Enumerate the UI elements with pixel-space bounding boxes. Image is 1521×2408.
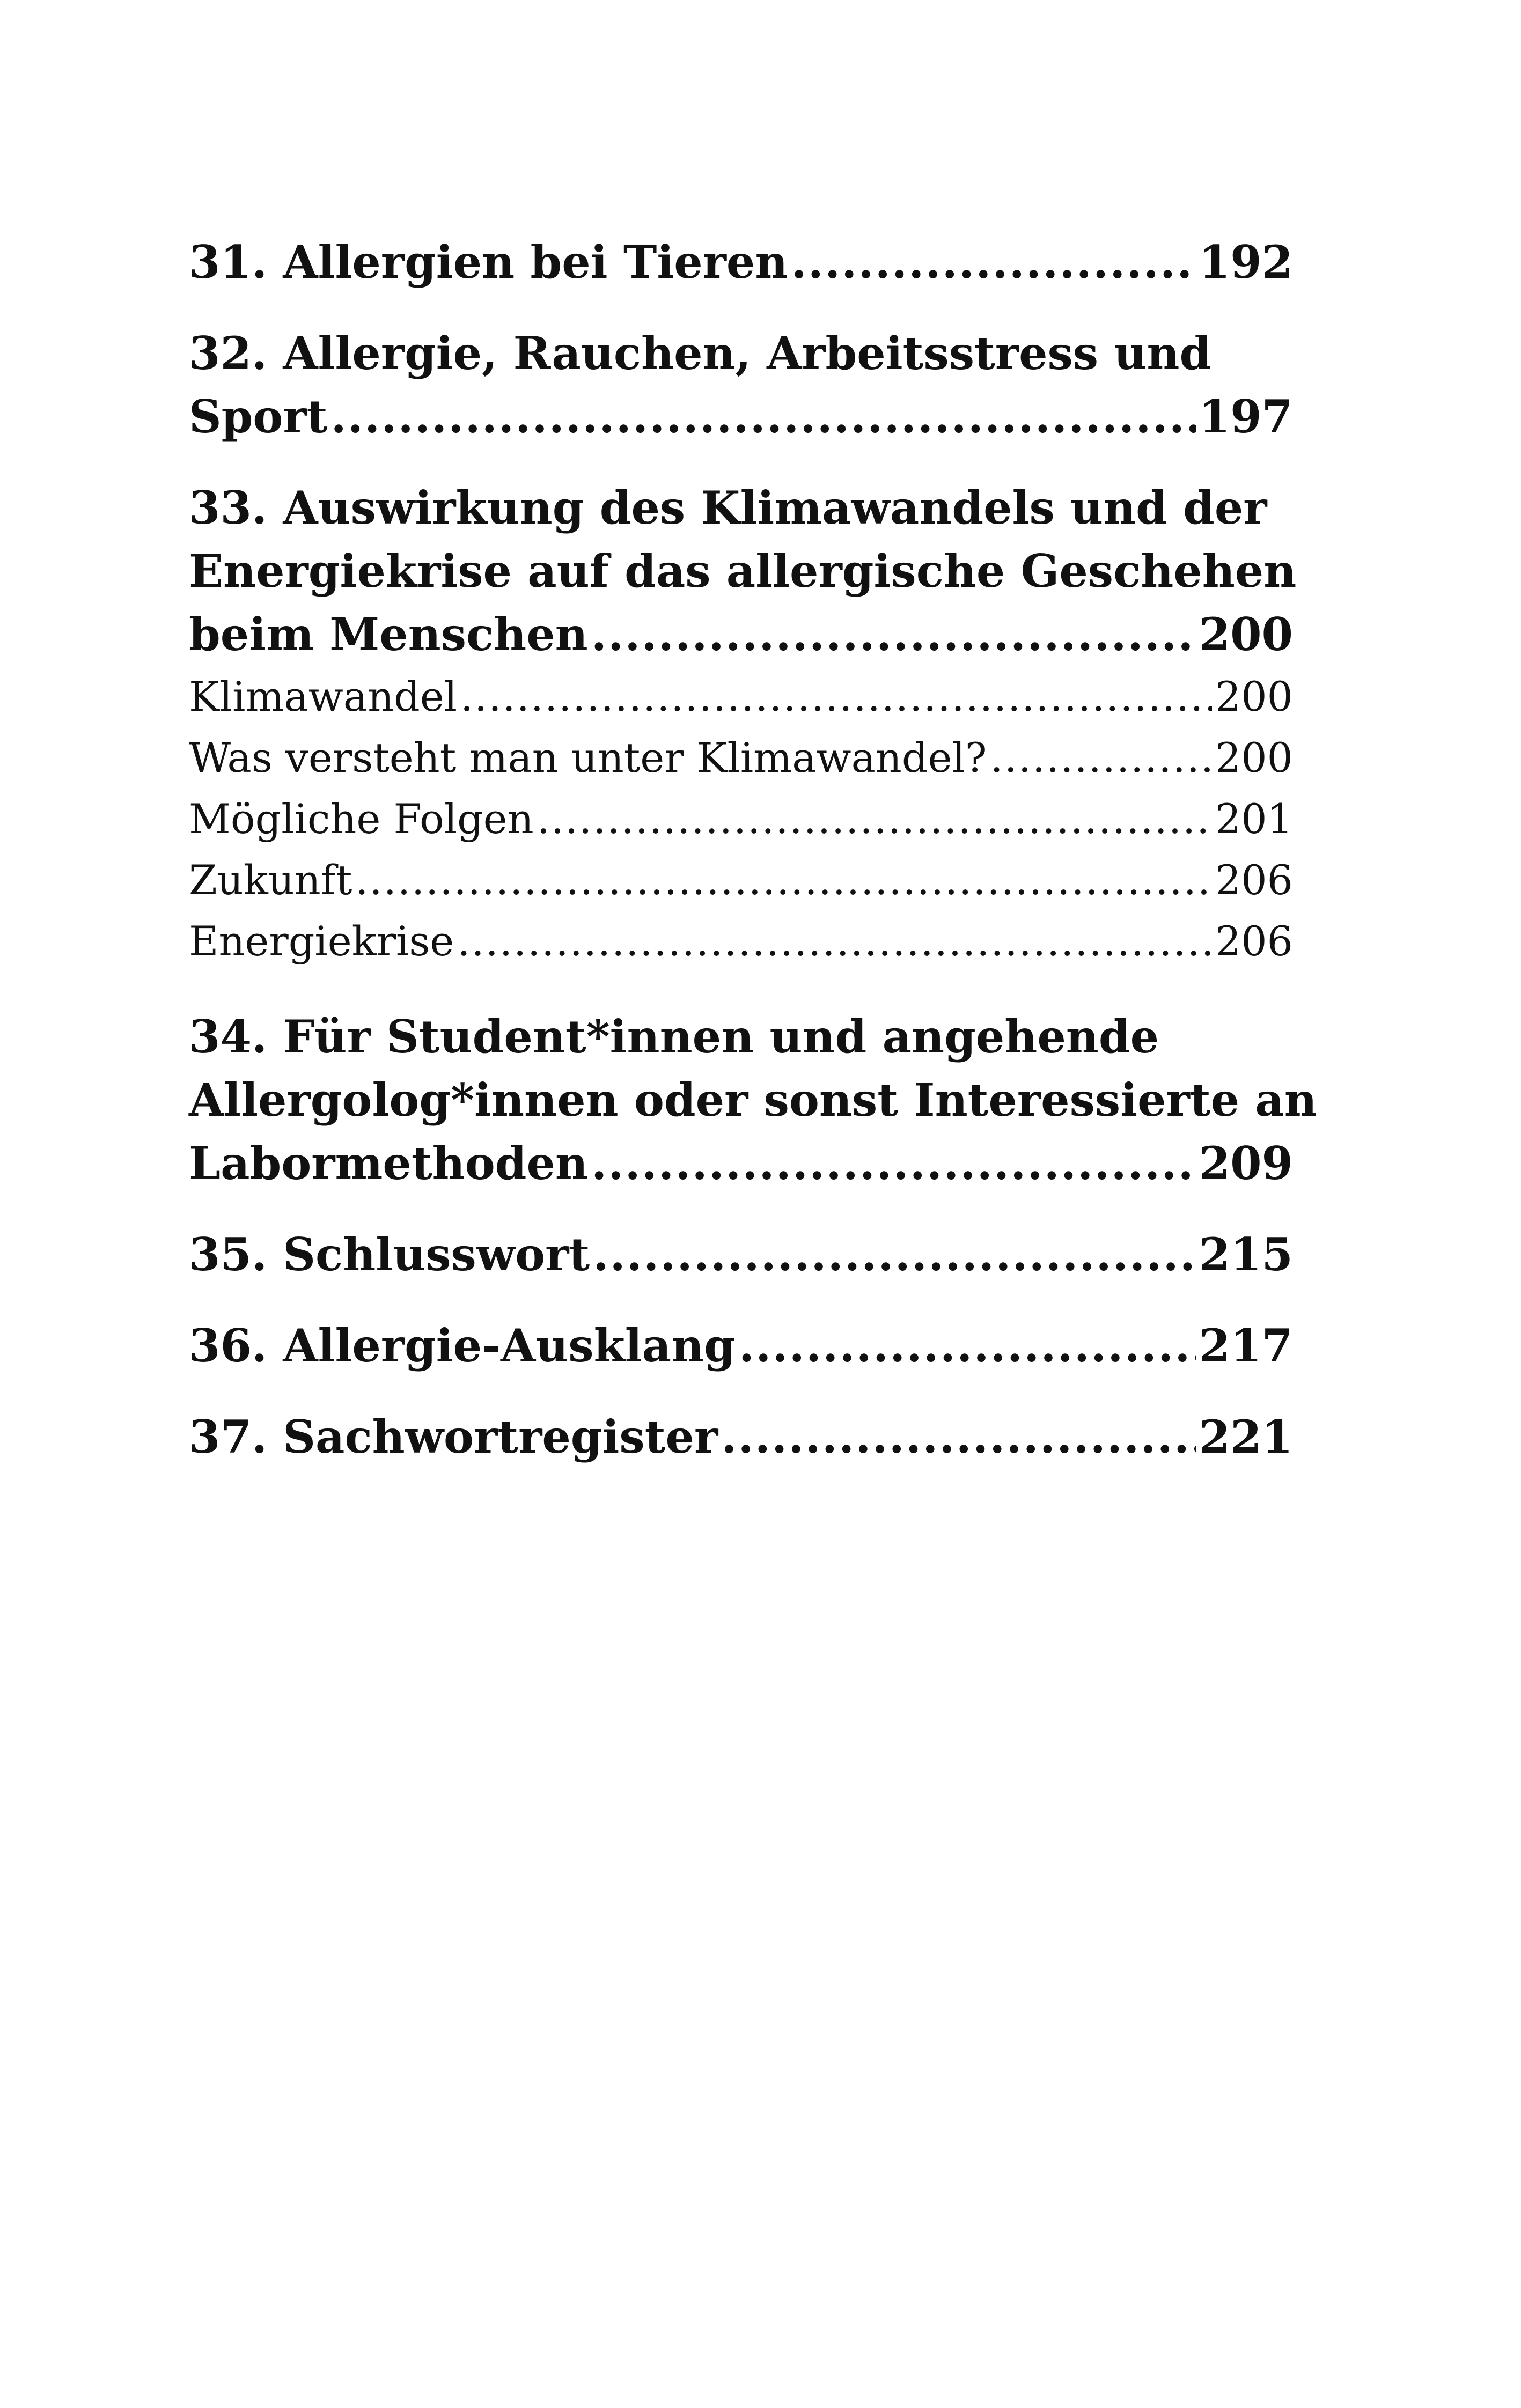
toc-page-number: 209 <box>1199 1137 1293 1190</box>
dot-leader <box>355 850 1212 911</box>
toc-subentry[interactable] <box>189 789 1293 850</box>
toc-entry-33[interactable] <box>189 476 1297 666</box>
dot-leader <box>457 911 1212 972</box>
toc-subentry[interactable] <box>189 911 1293 972</box>
toc-page-number: 206 <box>1215 917 1293 965</box>
toc-subentry-title: Mögliche Folgen <box>189 795 534 843</box>
toc-entry-title-line: Allergolog*innen oder sonst Interessierte an <box>189 1073 1317 1126</box>
toc-page-number: 200 <box>1199 608 1293 661</box>
toc-entry-title-line: 34. Für Student*innen und angehende <box>189 1010 1159 1063</box>
toc-entry-title: 36. Allergie-Ausklang <box>189 1319 736 1372</box>
toc-line <box>189 1223 1293 1286</box>
toc-entry-31[interactable] <box>189 231 1293 294</box>
toc-entry-title-line: Sport <box>189 390 328 443</box>
dot-leader <box>739 1314 1196 1378</box>
dot-leader <box>591 603 1196 666</box>
toc-subentry-title: Zukunft <box>189 856 352 904</box>
toc-page-number: 221 <box>1199 1410 1293 1463</box>
toc-page-number: 201 <box>1215 795 1293 843</box>
dot-leader <box>593 1223 1195 1286</box>
dot-leader <box>721 1405 1195 1469</box>
toc-page-number: 217 <box>1199 1319 1293 1372</box>
toc-line <box>189 1132 1293 1195</box>
toc-entry-title: 37. Sachwortregister <box>189 1410 718 1463</box>
toc-page-number: 215 <box>1199 1228 1293 1281</box>
toc-line <box>189 1405 1293 1469</box>
toc-page-number: 200 <box>1215 673 1293 720</box>
toc-entry-title-line: 32. Allergie, Rauchen, Arbeitsstress und <box>189 327 1211 380</box>
toc-entry-34[interactable] <box>189 1005 1317 1195</box>
toc-entry-35[interactable] <box>189 1223 1293 1286</box>
toc-line <box>189 385 1293 448</box>
toc-subentry-title: Was versteht man unter Klimawandel? <box>189 734 987 782</box>
toc-page-number: 197 <box>1199 390 1293 443</box>
toc-page-number: 200 <box>1215 734 1293 782</box>
toc-page-number: 192 <box>1199 235 1293 289</box>
dot-leader <box>330 385 1195 448</box>
toc-entry-title-line: Energiekrise auf das allergische Geschehen <box>189 544 1297 598</box>
toc-entry-37[interactable] <box>189 1405 1293 1469</box>
toc-page-number: 206 <box>1215 856 1293 904</box>
dot-leader <box>791 231 1195 294</box>
toc-entry-title: 31. Allergien bei Tieren <box>189 235 788 289</box>
toc-entry-title-line: 33. Auswirkung des Klimawandels und der <box>189 481 1267 534</box>
toc-subentry-title: Klimawandel <box>189 673 458 720</box>
toc-subentry[interactable] <box>189 666 1293 727</box>
table-of-contents <box>189 231 1317 1497</box>
dot-leader <box>537 789 1212 850</box>
dot-leader <box>591 1132 1196 1195</box>
toc-subentry[interactable] <box>189 850 1293 911</box>
toc-line <box>189 231 1293 294</box>
toc-subentries-33 <box>189 666 1293 972</box>
toc-entry-title-line: beim Menschen <box>189 608 588 661</box>
toc-entry-title-line: Labormethoden <box>189 1137 588 1190</box>
toc-subentry[interactable] <box>189 727 1293 789</box>
toc-entry-title: 35. Schlusswort <box>189 1228 590 1281</box>
dot-leader <box>460 666 1212 727</box>
toc-entry-36[interactable] <box>189 1314 1293 1378</box>
dot-leader <box>990 727 1212 789</box>
toc-entry-32[interactable] <box>189 322 1293 448</box>
toc-line <box>189 603 1293 666</box>
toc-subentry-title: Energiekrise <box>189 917 454 965</box>
toc-line <box>189 1314 1293 1378</box>
